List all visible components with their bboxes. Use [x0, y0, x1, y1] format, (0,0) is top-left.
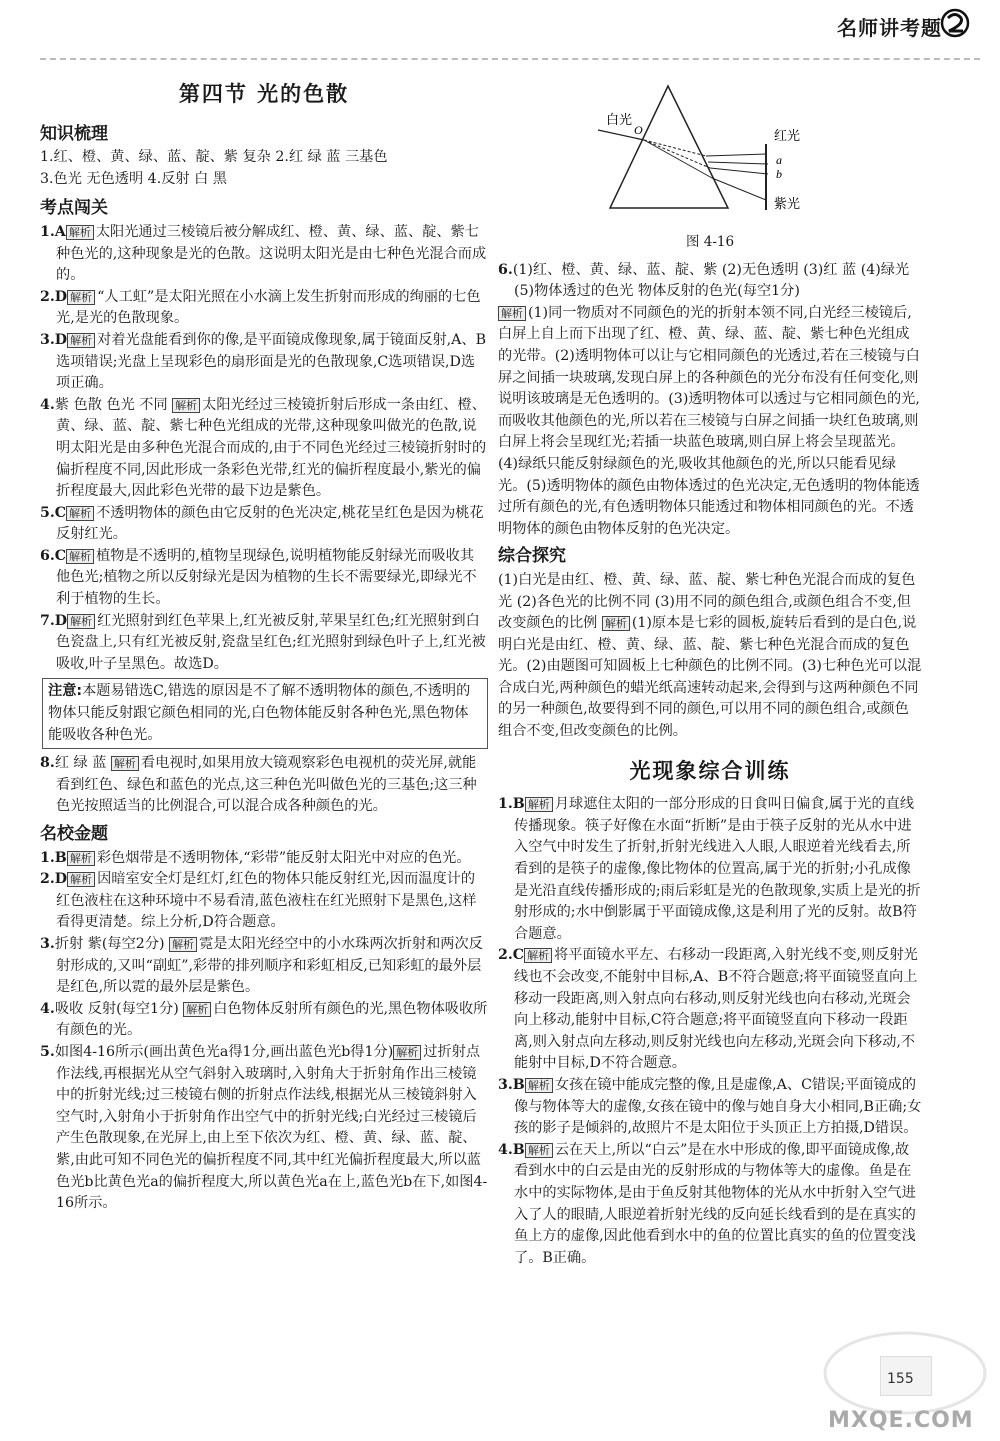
list-item — [40, 222, 488, 287]
item-answer: 吸收 反射(每空1分) — [54, 1000, 184, 1017]
jiexi-tag: 解析 — [498, 306, 526, 321]
kaodian-list — [40, 222, 488, 675]
jiexi-tag: 解析 — [66, 549, 94, 564]
item-text: 红光照射到红色苹果上,红光被反射,苹果呈红色;红光照射到白色瓷盘上,只有红光被反射,瓷盘呈红色;红光照射到绿色叶子上,红光被吸收,叶子呈黑色。故选D。 — [56, 612, 486, 672]
b-label: b — [776, 167, 782, 181]
jiexi-tag: 解析 — [111, 756, 139, 771]
jiexi-tag: 解析 — [67, 290, 95, 305]
right-column — [498, 78, 922, 1269]
item-number: 5. — [40, 1043, 55, 1060]
jiexi-tag: 解析 — [67, 851, 95, 866]
item-text: 太阳光通过三棱镜后被分解成红、橙、黄、绿、蓝、靛、紫七种色光的,这种现象是光的色散。这说明太阳光是由七种色光混合而成的。 — [56, 223, 487, 284]
jiexi-tag: 解析 — [525, 1078, 553, 1093]
item-number: 5.C — [40, 504, 67, 521]
jiexi-tag: 解析 — [183, 1002, 211, 1017]
item-text: 将平面镜水平左、右移动一段距离,入射光线不变,则反射光线也不会改变,不能射中目标,A、B不符合题意;将平面镜竖直向上移动一段距离,则入射点向右移动,则反射光线也向右移动,光斑会向上移动,能射中目标,C符合题意;将平面镜竖直向下移动一段距离,则入射点向左移动,则反射光线也向左移动,光斑会向下移动,不能射中目标,D不符合题意。 — [514, 947, 918, 1072]
item-number: 4. — [40, 1000, 55, 1017]
jiexi-tag: 解析 — [67, 614, 95, 629]
jiexi-tag: 解析 — [169, 937, 197, 952]
item-answer: 红 绿 蓝 — [54, 755, 111, 772]
item-number: 3.D — [40, 331, 68, 348]
list-item — [498, 260, 922, 303]
item-answer: (1)红、橙、黄、绿、蓝、靛、紫 (2)无色透明 (3)红 蓝 (4)绿光 (5)物体透过的色光 物体反射的色光(每空1分) — [512, 261, 910, 300]
item-number: 8. — [40, 755, 55, 772]
zhishi-line: 3.色光 无色透明 4.反射 白 黑 — [40, 170, 227, 187]
list-item — [40, 753, 488, 818]
list-item — [40, 1042, 488, 1215]
item-number: 1.A — [40, 223, 66, 240]
item-number: 6.C — [40, 547, 67, 564]
list-item — [40, 546, 488, 611]
item-answer: 如图4-16所示(画出黄色光a得1分,画出蓝色光b得1分) — [54, 1043, 394, 1060]
item-text: 云在天上,所以“白云”是在水中形成的像,即平面镜成像,故看到水中的白云是由光的反射形成的与物体等大的虚像。鱼是在水中的实际物体,是由于鱼反射其他物体的光从水中折射入空气进入了人的眼睛,人眼逆着折射光线的反向延长线看到的是在真实的鱼上方的虚像,因此他看到水中的鱼的位置比真实的鱼的位置变浅了。B正确。 — [514, 1141, 916, 1266]
kaodian-heading: 考点闯关 — [40, 198, 108, 219]
mingxiao-list — [40, 848, 488, 1215]
red-label: 红光 — [774, 128, 801, 143]
item-answer: 折射 紫(每空2分) — [54, 935, 170, 952]
list-item — [498, 1075, 922, 1140]
list-item — [498, 1140, 922, 1270]
note-box — [42, 678, 488, 749]
violet-label: 紫光 — [774, 196, 801, 211]
white-light-label: 白光 — [606, 112, 633, 127]
zonghe-heading: 综合探究 — [498, 546, 566, 567]
left-column — [40, 76, 488, 1215]
jiexi-tag: 解析 — [525, 797, 553, 812]
list-item — [40, 934, 488, 999]
note-text: 本题易错选C,错选的原因是不了解不透明物体的颜色,不透明的物体只能反射跟它颜色相同的光,白色物体能反射各种色光,黑色物体能吸收各种色光。 — [48, 683, 471, 743]
list-item — [40, 287, 488, 330]
item-number: 3.B — [498, 1076, 525, 1093]
section-title: 第四节 光的色散 — [178, 82, 350, 106]
xunlian-list — [498, 794, 922, 1269]
item-number: 4. — [40, 396, 55, 413]
header-brand: 名师讲考题 — [837, 16, 942, 40]
list-item — [40, 611, 488, 676]
figure-caption: 图 4-16 — [685, 234, 735, 250]
zonghe-text: (1)原本是七彩的圆板,旋转后看到的是白色,说明白光是由红、橙、黄、绿、蓝、靛、紫七种色光混合而成的复色光。(2)由题图可知圆板上七种颜色的比例不同。(3)七种色光可以混合成白光,两种颜色的蜡光纸高速转动起来,会得到与这两种颜色不同的另一种颜色,故要得到不同的颜色,可以用不同的颜色组合,或颜色组合不变,但改变颜色的比例。 — [498, 615, 922, 740]
list-item — [40, 869, 488, 934]
mingxiao-heading: 名校金题 — [40, 824, 108, 844]
watermark-text: MXQE.COM — [828, 1408, 974, 1433]
item-number: 3. — [40, 935, 55, 952]
item-number: 2.C — [498, 947, 525, 964]
item-number: 1.B — [498, 796, 525, 813]
item-text: 太阳光经过三棱镜折射后形成一条由红、橙、黄、绿、蓝、靛、紫七种色光组成的光带,这种现象叫做光的色散,说明太阳光是由多种色光混合而成的,由于不同色光经过三棱镜折射时的偏折程度不同,因此形成一条彩色光带,红光的偏折程度最小,紫光的偏折程度最大,因此彩色光带的最下边是紫色。 — [56, 396, 487, 500]
prism-diagram — [498, 78, 922, 228]
o-label: O — [634, 123, 643, 137]
xunlian-title: 光现象综合训练 — [629, 758, 791, 783]
zonghe-answer: (1)白光是由红、橙、黄、绿、蓝、靛、紫七种色光混合而成的复色光 (2)各色光的比例不同 (3)用不同的颜色组合,或颜色组合不变,但改变颜色的比例 — [498, 571, 916, 632]
q6-explanation — [498, 303, 922, 541]
page-number: 155 — [880, 1356, 932, 1396]
item-text: 因暗室安全灯是红灯,红色的物体只能反射红光,因而温度计的红色液柱在这种环境中不易看清,蓝色液柱在红光照射下是黑色,这样看得更清楚。综上分析,D符合题意。 — [56, 871, 477, 931]
jiexi-tag: 解析 — [66, 506, 94, 521]
jiexi-tag: 解析 — [66, 225, 94, 240]
header-rule — [40, 58, 980, 60]
list-item — [40, 330, 488, 395]
zhishi-heading: 知识梳理 — [40, 123, 108, 144]
brand-logo-icon — [940, 8, 970, 38]
jiexi-tag: 解析 — [602, 616, 630, 631]
item-number: 2.D — [40, 871, 68, 888]
item-number: 2.D — [40, 288, 68, 305]
item-number: 1.B — [40, 849, 67, 866]
jiexi-tag: 解析 — [172, 398, 200, 413]
item-number: 7.D — [40, 612, 68, 629]
item-text: (1)同一物质对不同颜色的光的折射本领不同,白光经三棱镜后,白屏上自上而下出现了红、橙、黄、绿、蓝、靛、紫七种色光组成的光带。(2)透明物体可以让与它相同颜色的光透过,若在三棱镜与白屏之间插一块玻璃,发现白屏上的各种颜色的光分布没有任何变化,则说明该玻璃是无色透明的。(3)透明物体可以透过与它相同颜色的光,而吸收其他颜色的光,所以若在三棱镜与白屏之间插一块红色玻璃,则白屏上将会呈现红光;若插一块蓝色玻璃,则白屏上将会呈现蓝光。(4)绿纸只能反射绿颜色的光,吸收其他颜色的光,所以只能看见绿光。(5)透明物体的颜色由物体透过的色光决定,无色透明的物体能透过所有颜色的光,有色透明物体只能透过和物体相同颜色的光。不透明物体的颜色由物体反射的色光决定。 — [498, 304, 920, 537]
item-text: 月球遮住太阳的一部分形成的日食叫日偏食,属于光的直线传播现象。筷子好像在水面“折断”是由于筷子反射的光从水中进入空气中时发生了折射,折射光线进入人眼,人眼逆着光线看去,所看到的是筷子的虚像,像比物体的位置高,属于光的折射;小孔成像是光沿直线传播形成的;雨后彩虹是光的色散现象,实质上是光的折射形成的;水中倒影属于平面镜成像,这是利用了光的反射。故B符合题意。 — [514, 796, 921, 942]
item-text: 不透明物体的颜色由它反射的色光决定,桃花呈红色是因为桃花反射红光。 — [56, 504, 484, 543]
item-text: 女孩在镜中能成完整的像,且是虚像,A、C错误;平面镜成的像与物体等大的虚像,女孩在镜中的像与她自身大小相同,B正确;女孩的影子是倾斜的,故照片不是太阳位于头顶正上方拍摄,D错误。 — [514, 1076, 922, 1137]
item-answer: 紫 色散 色光 不同 — [54, 396, 173, 413]
item-number: 4.B — [498, 1141, 525, 1158]
item-number: 6. — [498, 261, 513, 278]
jiexi-tag: 解析 — [524, 948, 552, 963]
item-text: “人工虹”是太阳光照在小水滴上发生折射而形成的绚丽的七色光,是光的色散现象。 — [56, 288, 481, 327]
zhishi-line: 1.红、橙、黄、绿、蓝、靛、紫 复杂 2.红 绿 蓝 三基色 — [40, 149, 388, 166]
item-text: 植物是不透明的,植物呈现绿色,说明植物能反射绿光而吸收其他色光;植物之所以反射绿光是因为植物的生长不需要绿光,即绿光不利于植物的生长。 — [56, 547, 477, 608]
a-label: a — [776, 153, 782, 167]
item-text: 过折射点作法线,再根据光从空气斜射入玻璃时,入射角大于折射角作出三棱镜中的折射光线;过三棱镜右侧的折射点作法线,根据光从三棱镜斜射入空气时,入射角小于折射角作出空气中的折射光线;白光经过三棱镜后产生色散现象,在光屏上,由上至下依次为红、橙、黄、绿、蓝、靛、紫,由此可知不同色光的偏折程度不同,其中红光偏折程度最大,所以蓝色光b比黄色光a的偏折程度大,所以黄色光a在上,蓝色光b在下,如图4-16所示。 — [56, 1043, 488, 1212]
list-item — [40, 999, 488, 1042]
list-item — [40, 395, 488, 503]
prism-figure — [498, 78, 922, 228]
note-label: 注意: — [48, 683, 83, 700]
jiexi-tag: 解析 — [393, 1045, 421, 1060]
item-text: 白色物体反射所有颜色的光,黑色物体吸收所有颜色的光。 — [56, 1000, 488, 1039]
list-item — [498, 945, 922, 1075]
list-item — [40, 503, 488, 546]
item-text: 彩色烟带是不透明物体,“彩带”能反射太阳光中对应的色光。 — [96, 849, 471, 866]
list-item — [498, 794, 922, 945]
list-item — [40, 848, 488, 870]
jiexi-tag: 解析 — [525, 1143, 553, 1158]
item-text: 看电视时,如果用放大镜观察彩色电视机的荧光屏,就能看到红色、绿色和蓝色的光点,这三种色光叫做色光的三基色;这三种色光按照适当的比例混合,可以混合成各种颜色的光。 — [56, 755, 477, 815]
item-text: 对着光盘能看到你的像,是平面镜成像现象,属于镜面反射,A、B选项错误;光盘上呈现彩色的扇形面是光的色散现象,C选项错误,D选项正确。 — [56, 331, 487, 392]
jiexi-tag: 解析 — [67, 872, 95, 887]
zonghe-body — [498, 570, 922, 743]
jiexi-tag: 解析 — [67, 333, 95, 348]
item-text: 霓是太阳光经空中的小水珠两次折射和两次反射形成的,又叫“副虹”,彩带的排列顺序和彩虹相反,已知彩虹的最外层是红色,所以霓的最外层是紫色。 — [56, 935, 483, 996]
